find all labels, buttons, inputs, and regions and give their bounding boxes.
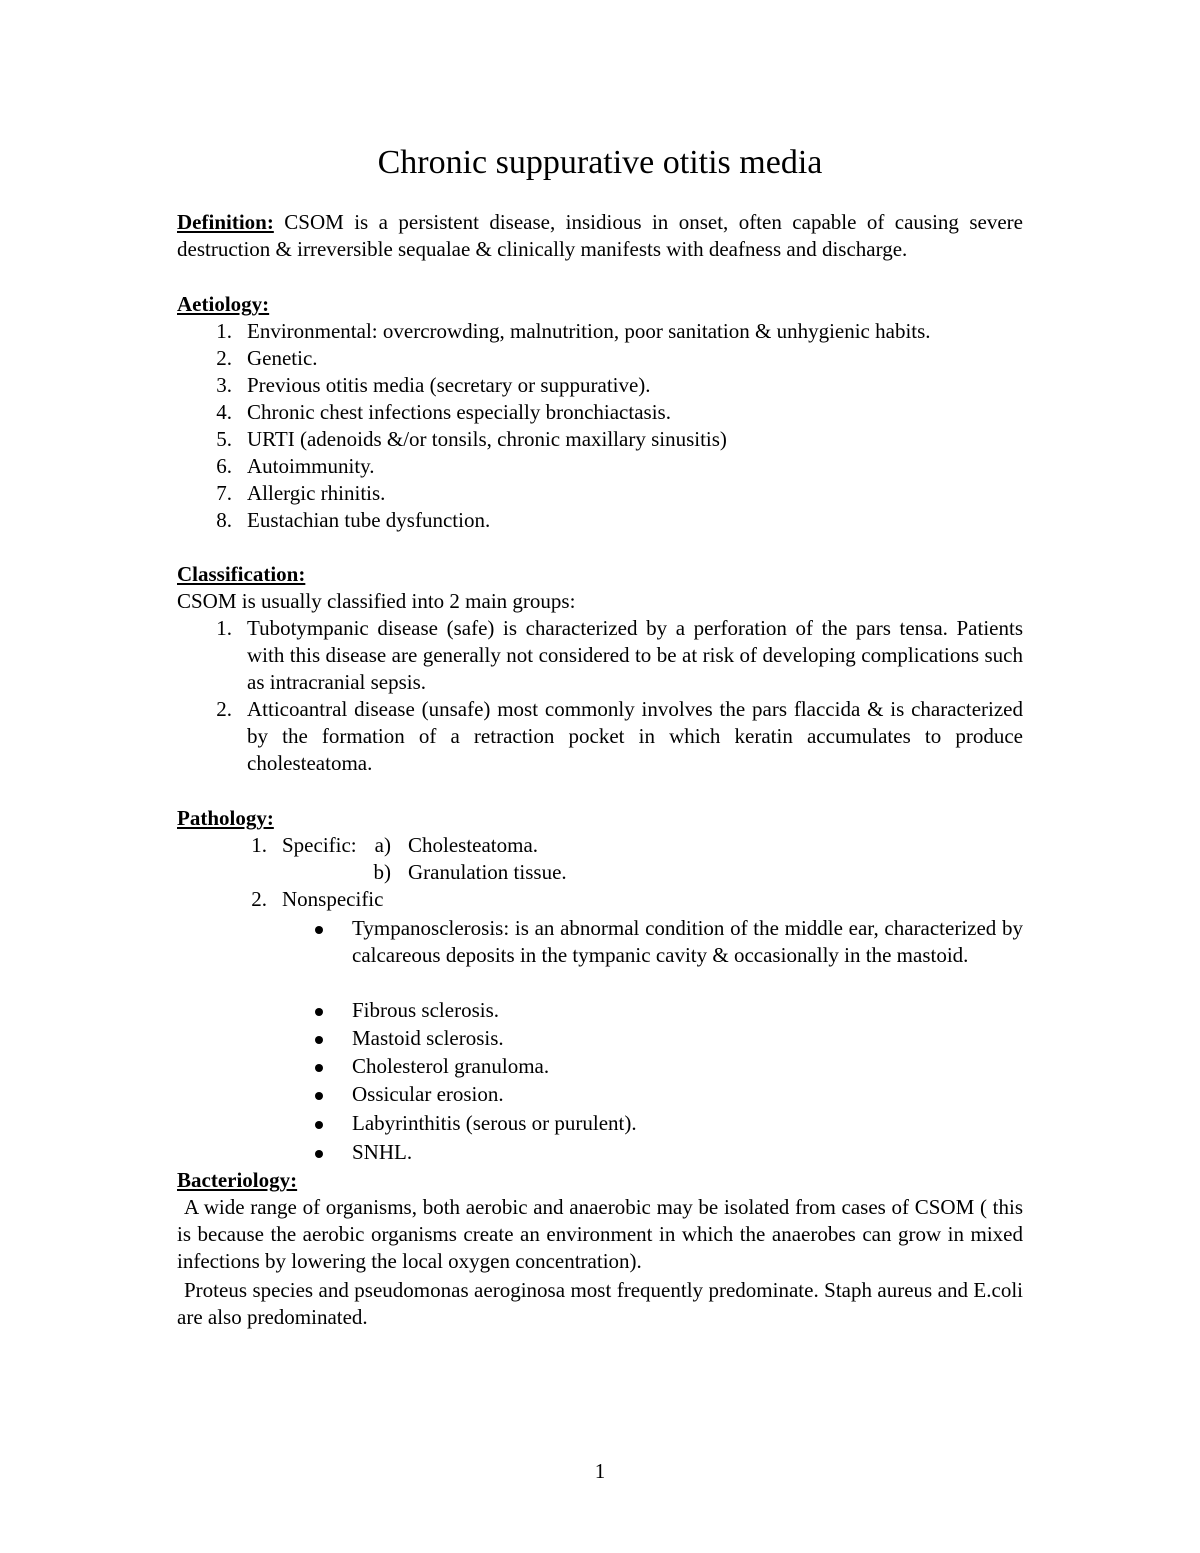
list-item-text: URTI (adenoids &/or tonsils, chronic maxillary sinusitis)	[247, 427, 727, 451]
list-item-text: Genetic.	[247, 346, 318, 370]
classification-heading: Classification:	[177, 562, 306, 586]
list-item-text: Allergic rhinitis.	[247, 481, 386, 505]
list-number: 2.	[216, 697, 232, 721]
bacteriology-paragraph-2: Proteus species and pseudomonas aeroginosa most frequently predominate. Staph aureus and E.coli are also predominated.	[177, 1278, 1023, 1329]
bullet-icon	[315, 1036, 323, 1044]
nonspecific-label: Nonspecific	[282, 887, 384, 911]
list-item-text: Eustachian tube dysfunction.	[247, 508, 491, 532]
list-item-text: Autoimmunity.	[247, 454, 375, 478]
list-number: 3.	[216, 373, 232, 397]
specific-label: Specific:	[282, 833, 357, 857]
list-item-text: Previous otitis media (secretary or suppurative).	[247, 373, 651, 397]
bullet-text: Mastoid sclerosis.	[352, 1026, 504, 1050]
sub-item-text: Cholesteatoma.	[408, 833, 539, 857]
list-item-text: Environmental: overcrowding, malnutrition, poor sanitation & unhygienic habits.	[247, 319, 931, 343]
classification-intro: CSOM is usually classified into 2 main groups:	[177, 589, 576, 613]
bullet-text: Labyrinthitis (serous or purulent).	[352, 1111, 637, 1135]
list-number: 1.	[216, 319, 232, 343]
sub-item-marker: a)	[374, 833, 391, 857]
bullet-icon	[315, 1121, 323, 1129]
list-number: 2.	[216, 346, 232, 370]
bullet-icon	[315, 1064, 323, 1072]
list-item-text: Chronic chest infections especially bronchiactasis.	[247, 400, 671, 424]
bacteriology-paragraph-1: A wide range of organisms, both aerobic and anaerobic may be isolated from cases of CSOM ( this is because the aerobic organisms create an environment in which the anaerobes can grow in mixed infections by lowering the local oxygen concentration).	[177, 1195, 1023, 1273]
sub-item-text: Granulation tissue.	[408, 860, 567, 884]
list-number: 1.	[216, 616, 232, 640]
bullet-text: Cholesterol granuloma.	[352, 1054, 550, 1078]
aetiology-heading: Aetiology:	[177, 292, 270, 316]
sub-item-marker: b)	[373, 860, 391, 884]
list-item-text: Tubotympanic disease (safe) is characterized by a perforation of the pars tensa. Patients with this disease are generally not considered to be at risk of developing complications such as intracranial sepsis.	[247, 616, 1023, 694]
bullet-icon	[315, 1092, 323, 1100]
bullet-text: Ossicular erosion.	[352, 1082, 504, 1106]
definition-text: CSOM is a persistent disease, insidious in onset, often capable of causing severe destruction & irreversible sequalae & clinically manifests with deafness and discharge.	[177, 210, 1023, 261]
list-number: 5.	[216, 427, 232, 451]
bullet-text: Fibrous sclerosis.	[352, 998, 499, 1022]
bacteriology-heading: Bacteriology:	[177, 1168, 298, 1192]
bullet-icon	[315, 926, 323, 934]
list-number: 7.	[216, 481, 232, 505]
list-number: 2.	[251, 887, 267, 911]
bullet-icon	[315, 1008, 323, 1016]
list-number: 4.	[216, 400, 232, 424]
bullet-icon	[315, 1150, 323, 1158]
list-item-text: Atticoantral disease (unsafe) most commonly involves the pars flaccida & is characterized by the formation of a retraction pocket in which keratin accumulates to produce cholesteatoma.	[247, 697, 1023, 775]
definition-paragraph	[177, 209, 1023, 263]
document-title: Chronic suppurative otitis media	[377, 144, 823, 181]
list-number: 6.	[216, 454, 232, 478]
list-number: 8.	[216, 508, 232, 532]
pathology-heading: Pathology:	[177, 806, 274, 830]
definition-heading: Definition:	[177, 210, 274, 234]
page-number: 1	[594, 1459, 606, 1483]
bullet-text: SNHL.	[352, 1140, 413, 1164]
bullet-text: Tympanosclerosis: is an abnormal condition of the middle ear, characterized by calcareous deposits in the tympanic cavity & occasionally in the mastoid.	[352, 916, 1023, 967]
list-number: 1.	[251, 833, 267, 857]
